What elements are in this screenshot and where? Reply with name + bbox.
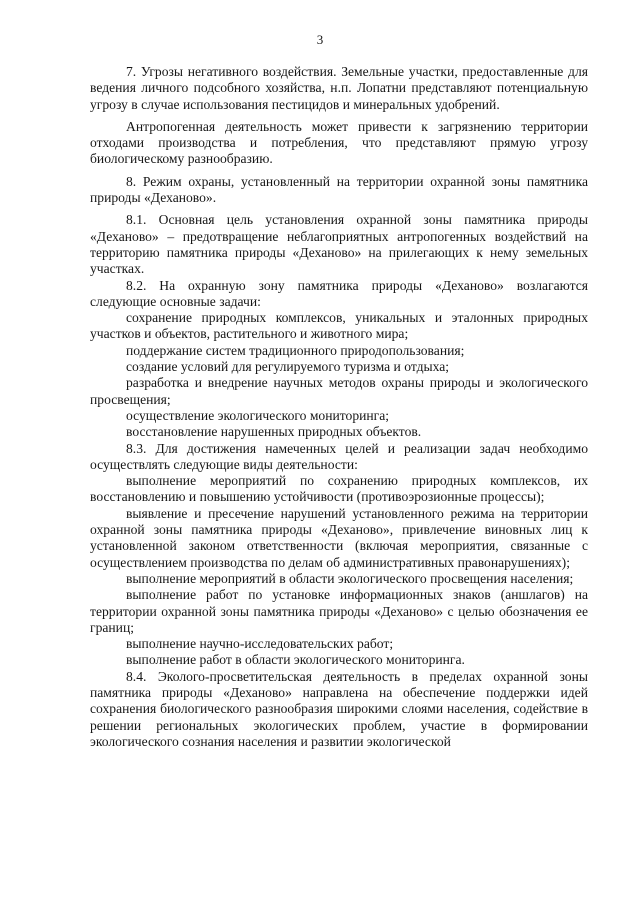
list-item: сохранение природных комплексов, уникальных и эталонных природных участков и объектов, растительного и животного мира; bbox=[90, 310, 588, 342]
paragraph-threats: 7. Угрозы негативного воздействия. Земельные участки, предоставленные для ведения личного подсобного хозяйства, н.п. Лопатни представляют потенциальную угрозу в случае использования пестицидов и минеральных удобрений. bbox=[90, 64, 588, 112]
list-item: восстановление нарушенных природных объектов. bbox=[126, 424, 422, 440]
paragraph-8-3: 8.3. Для достижения намеченных целей и реализации задач необходимо осуществлять следующие виды деятельности: bbox=[90, 440, 588, 472]
paragraph-protection-regime: 8. Режим охраны, установленный на территории охранной зоны памятника природы «Деханово». bbox=[90, 173, 588, 206]
list-item: выявление и пресечение нарушений установленного режима на территории охранной зоны памятника природы «Деханово», привлечение виновных лиц к установленной законом ответственности (включая мероприятия, связанные с осуществлением производства по делам об административных правонарушениях); bbox=[90, 505, 588, 570]
list-item: создание условий для регулируемого туризма и отдыха; bbox=[126, 359, 450, 375]
list-item: осуществление экологического мониторинга; bbox=[126, 407, 390, 423]
list-item: разработка и внедрение научных методов охраны природы и экологического просвещения; bbox=[90, 375, 588, 407]
page-number: 3 bbox=[316, 32, 324, 47]
document-body bbox=[90, 64, 588, 750]
list-item: выполнение работ по установке информационных знаков (аншлагов) на территории охранной зоны памятника природы «Деханово» с целью обозначения ее границ; bbox=[90, 587, 588, 635]
paragraph-8-1: 8.1. Основная цель установления охранной зоны памятника природы «Деханово» – предотвращение неблагоприятных антропогенных воздействий на территорию памятника природы «Деханово» на прилегающих к нему земельных участках. bbox=[90, 212, 588, 277]
list-item: поддержание систем традиционного природопользования; bbox=[126, 342, 465, 358]
paragraph-anthropogenic: Антропогенная деятельность может привести к загрязнению территории отходами производства и потребления, что представляют прямую угрозу биологическому разнообразию. bbox=[90, 118, 588, 167]
paragraph-8-4: 8.4. Эколого-просветительская деятельность в пределах охранной зоны памятника природы «Деханово» направлена на обеспечение поддержки идей сохранения биологического разнообразия широкими слоями населения, содействие в решении региональных экологических проблем, участие в формировании экологического сознания населения и развитии экологической bbox=[90, 668, 588, 749]
list-item: выполнение научно-исследовательских работ; bbox=[126, 636, 394, 652]
paragraph-8-2: 8.2. На охранную зону памятника природы «Деханово» возлагаются следующие основные задачи: bbox=[90, 277, 588, 309]
list-item: выполнение мероприятий по сохранению природных комплексов, их восстановлению и повышению устойчивости (противоэрозионные процессы); bbox=[90, 473, 588, 505]
list-item: выполнение работ в области экологического мониторинга. bbox=[126, 652, 465, 668]
list-item: выполнение мероприятий в области экологического просвещения населения; bbox=[126, 570, 574, 586]
